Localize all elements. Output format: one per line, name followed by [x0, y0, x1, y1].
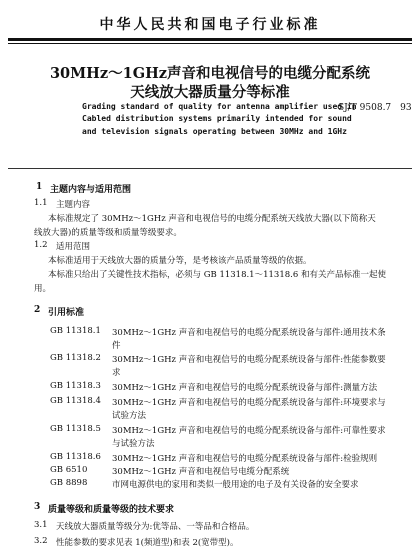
- english-title-line3: and television signals operating between 30MHz and 1GHz: [82, 127, 347, 136]
- section-3-1-number: 3.1: [34, 520, 48, 530]
- ref-text-line2: 与试验方法: [112, 439, 155, 449]
- ref-text-line2: 求: [112, 368, 121, 378]
- section-3-number: 3: [34, 502, 41, 512]
- section-1-2-text-line1: 本标准适用于天线放大器的质量分等，是考核该产品质量等级的依据。: [48, 256, 312, 266]
- section-1-1-text-line1: 本标准规定了 30MHz～1GHz 声音和电视信号的电缆分配系统天线放大器(以下简称天: [48, 214, 376, 224]
- ref-code: GB 8898: [50, 478, 88, 488]
- section-3-1-text: 天线放大器质量等级分为:优等品、一等品和合格品。: [56, 522, 255, 532]
- section-2-number: 2: [34, 305, 41, 315]
- section-2-title: 引用标准: [48, 308, 85, 318]
- title-divider: [8, 168, 412, 169]
- doc-title-line1: 30MHz～1GHz声音和电视信号的电缆分配系统: [49, 65, 371, 82]
- ref-code: GB 11318.1: [50, 326, 101, 336]
- ref-text-line2: 件: [112, 341, 121, 351]
- section-1-title: 主题内容与适用范围: [50, 185, 132, 195]
- ref-code: GB 11318.4: [50, 396, 101, 406]
- ref-code: GB 6510: [50, 465, 88, 475]
- ref-text-line1: 30MHz～1GHz 声音和电视信号的电缆分配系统设备与部件:可靠性要求: [112, 426, 386, 436]
- section-1-2-text-line2: 本标准只给出了关键性技术指标，必须与 GB 11318.1～11318.6 和有关产品标准一起使: [48, 270, 386, 280]
- ref-text-line1: 市网电源供电的家用和类似一般用途的电子及有关设备的安全要求: [112, 480, 359, 490]
- header-rule-thin: [8, 43, 412, 44]
- ref-text-line1: 30MHz～1GHz 声音和电视信号电缆分配系统: [112, 467, 290, 477]
- section-1-number: 1: [36, 182, 43, 192]
- ref-code: GB 11318.6: [50, 452, 101, 462]
- ref-text-line1: 30MHz～1GHz 声音和电视信号的电缆分配系统设备与部件:检验规则: [112, 454, 378, 464]
- section-1-1-title: 主题内容: [56, 200, 91, 210]
- ref-code: GB 11318.3: [50, 381, 101, 391]
- doc-title-line2: 天线放大器质量分等标准: [130, 84, 290, 101]
- section-1-1-number: 1.1: [34, 198, 48, 208]
- section-3-title: 质量等级和质量等级的技术要求: [48, 505, 175, 515]
- section-1-2-text-line3: 用。: [34, 284, 52, 294]
- standard-number: SJ/T 9508.7 93: [338, 103, 412, 113]
- ref-text-line1: 30MHz～1GHz 声音和电视信号的电缆分配系统设备与部件:性能参数要: [112, 355, 386, 365]
- section-3-2-text: 性能参数的要求见表 1(频道型)和表 2(宽带型)。: [56, 538, 239, 548]
- ref-text-line1: 30MHz～1GHz 声音和电视信号的电缆分配系统设备与部件:测量方法: [112, 383, 378, 393]
- section-1-2-number: 1.2: [34, 240, 48, 250]
- ref-text-line1: 30MHz～1GHz 声音和电视信号的电缆分配系统设备与部件:环境要求与: [112, 398, 386, 408]
- ref-text-line1: 30MHz～1GHz 声音和电视信号的电缆分配系统设备与部件:通用技术条: [112, 328, 386, 338]
- ref-code: GB 11318.5: [50, 424, 101, 434]
- english-title-line2: Cabled distribution systems primarily intended for sound: [82, 114, 352, 123]
- section-3-2-number: 3.2: [34, 536, 48, 546]
- ref-code: GB 11318.2: [50, 353, 101, 363]
- header-rule-thick: [8, 38, 412, 41]
- section-1-1-text-line2: 线放大器)的质量等级和质量等级要求。: [34, 228, 182, 238]
- english-title-line1: Grading standard of quality for antenna amplifier used in: [82, 102, 357, 111]
- ref-text-line2: 试验方法: [112, 411, 147, 421]
- section-1-2-title: 适用范围: [56, 242, 91, 252]
- standard-header: 中华人民共和国电子行业标准: [99, 17, 321, 33]
